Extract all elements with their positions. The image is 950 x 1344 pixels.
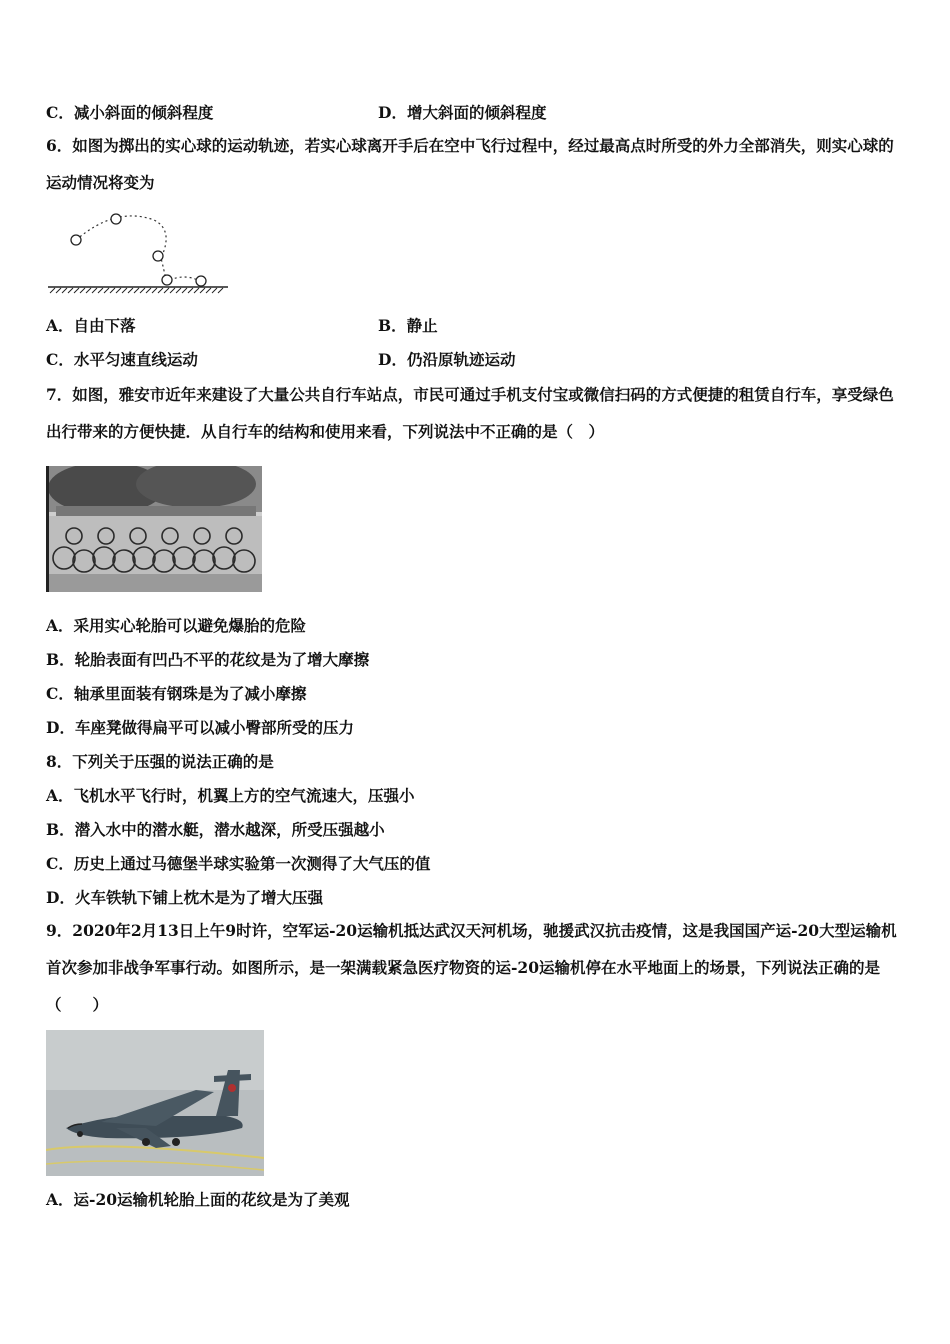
q8-option-d: D．火车铁轨下铺上枕木是为了增大压强: [46, 888, 323, 907]
q8-stem: 8．下列关于压强的说法正确的是: [46, 752, 274, 771]
q7-option-d: D．车座凳做得扁平可以减小臀部所受的压力: [46, 718, 354, 737]
q7-option-b: B．轮胎表面有凹凸不平的花纹是为了增大摩擦: [46, 650, 370, 669]
q8-option-c: C．历史上通过马德堡半球实验第一次测得了大气压的值: [46, 854, 431, 873]
q5-option-c: C．减小斜面的倾斜程度: [46, 103, 214, 122]
ball-trajectory-figure: [46, 208, 232, 298]
q5-option-d: D．增大斜面的倾斜程度: [378, 103, 547, 122]
q6-option-d: D．仍沿原轨迹运动: [378, 350, 516, 369]
q6-option-c: C．水平匀速直线运动: [46, 350, 198, 369]
bicycle-station-photo: [46, 466, 262, 592]
q9-stem: 9．2020年2月13日上午9时许，空军运-20运输机抵达武汉天河机场，驰援武汉抗击疫情，这是我国国产运-20大型运输机首次参加非战争军事行动。如图所示，是一架满载紧急医疗物资的运-20运输机停在水平地面上的场景，下列说法正确的是（ ）: [46, 921, 897, 1014]
transport-aircraft-photo: [46, 1030, 264, 1176]
q9-option-a: A．运-20运输机轮胎上面的花纹是为了美观: [46, 1190, 350, 1209]
q7-option-a: A．采用实心轮胎可以避免爆胎的危险: [46, 616, 307, 635]
q8-option-b: B．潜入水中的潜水艇，潜水越深，所受压强越小: [46, 820, 385, 839]
q8-option-a: A．飞机水平飞行时，机翼上方的空气流速大，压强小: [46, 786, 415, 805]
q6-option-b: B．静止: [378, 316, 438, 335]
q7-stem: 7．如图，雅安市近年来建设了大量公共自行车站点，市民可通过手机支付宝或微信扫码的方式便捷的租赁自行车，享受绿色出行带来的方便快捷．从自行车的结构和使用来看，下列说法中不正确的是（ ）: [46, 385, 894, 441]
q7-option-c: C．轴承里面装有钢珠是为了减小摩擦: [46, 684, 307, 703]
q6-option-a: A．自由下落: [46, 316, 136, 335]
q6-stem: 6．如图为掷出的实心球的运动轨迹，若实心球离开手后在空中飞行过程中，经过最高点时所受的外力全部消失，则实心球的运动情况将变为: [46, 136, 894, 192]
